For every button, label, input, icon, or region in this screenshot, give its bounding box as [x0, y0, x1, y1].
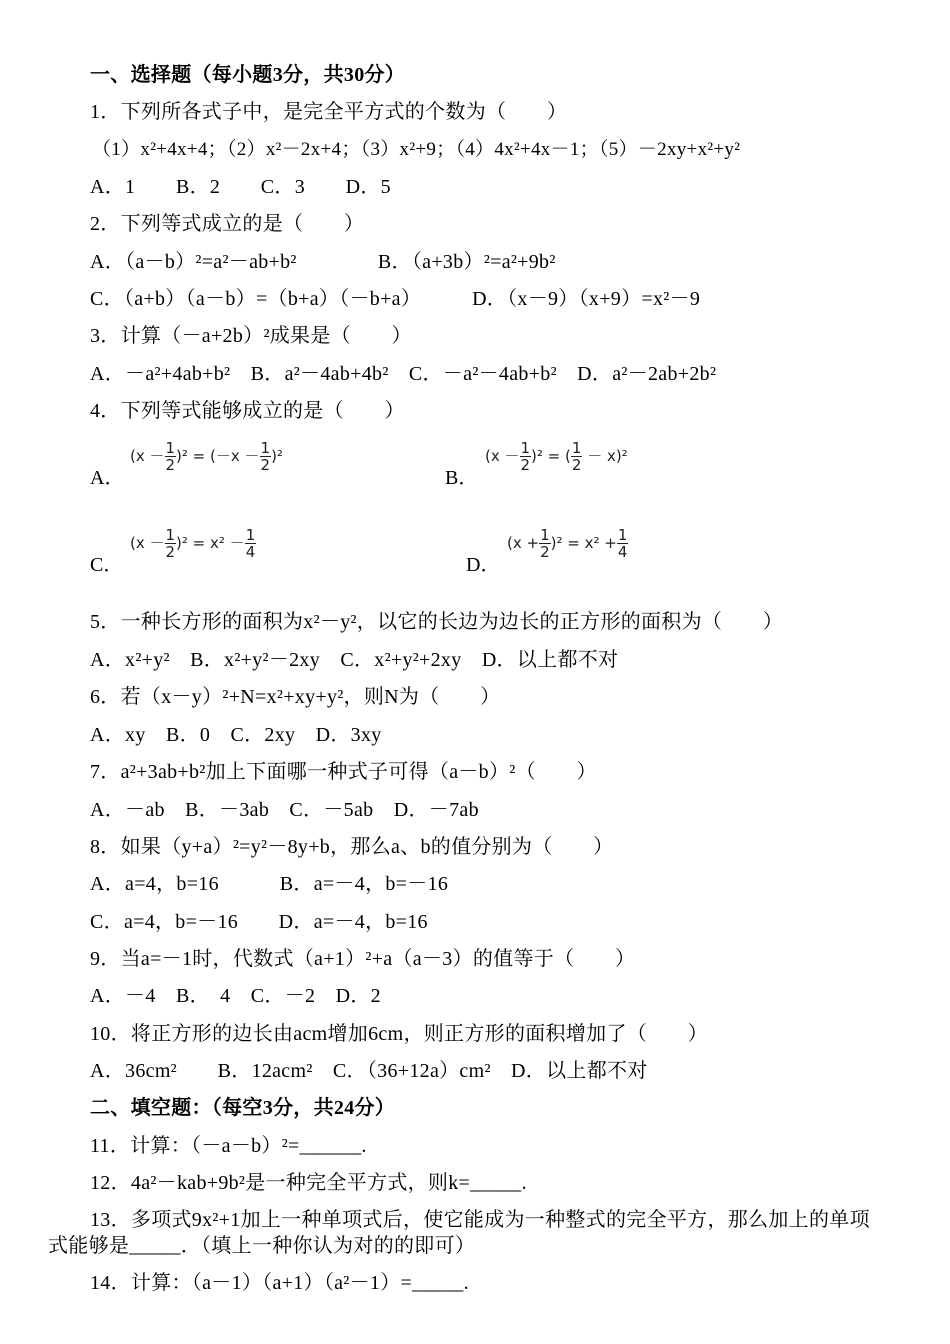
question-5: 5．一种长方形的面积为x²－y²，以它的长边为边长的正方形的面积为（ ） [90, 611, 784, 633]
question-8: 8．如果（y+a）²=y²－8y+b，那么a、b的值分别为（ ） [90, 836, 614, 858]
question-4-option-a-label: A． [90, 467, 125, 489]
question-4-option-b-label: B． [445, 467, 479, 489]
question-4: 4．下列等式能够成立的是（ ） [90, 400, 405, 422]
question-4-option-c-formula: (x － $\frac{1}{2}$ )² = x² － $\frac{1}{4}$ [130, 526, 256, 561]
question-4-option-b-formula: (x － $\frac{1}{2}$ )² = ( $\frac{1}{2}$ － x)² [485, 439, 628, 474]
question-12: 12．4a²－kab+9b²是一种完全平方式，则k=_____. [90, 1172, 527, 1194]
question-8-options-cd: C．a=4，b=－16 D．a=－4，b=16 [90, 911, 428, 933]
question-4-option-d-formula: (x + $\frac{1}{2}$ )² = x² + $\frac{1}{4}$ [507, 526, 628, 561]
section-1-title: 一、选择题（每小题3分，共30分） [90, 64, 406, 86]
question-7-options: A．－ab B．－3ab C．－5ab D．－7ab [90, 799, 479, 821]
question-2-options-ab: A．（a－b）²=a²－ab+b² B．（a+3b）²=a²+9b² [90, 251, 556, 273]
question-6: 6．若（x－y）²+N=x²+xy+y²，则N为（ ） [90, 686, 501, 708]
section-2-title: 二、填空题：（每空3分，共24分） [90, 1097, 396, 1119]
question-2: 2．下列等式成立的是（ ） [90, 213, 365, 235]
question-14: 14．计算：（a－1）（a+1）（a²－1）=_____. [90, 1272, 469, 1294]
question-9: 9．当a=－1时，代数式（a+1）²+a（a－3）的值等于（ ） [90, 948, 636, 970]
question-2-options-cd: C．（a+b）（a－b）=（b+a）（－b+a） D．（x－9）（x+9）=x²－9 [90, 288, 701, 310]
question-7: 7．a²+3ab+b²加上下面哪一种式子可得（a－b）²（ ） [90, 761, 597, 783]
question-1-options: A．1 B．2 C．3 D．5 [90, 176, 391, 198]
question-8-options-ab: A．a=4，b=16 B．a=－4，b=－16 [90, 873, 449, 895]
question-1: 1．下列所各式子中，是完全平方式的个数为（ ） [90, 101, 568, 123]
question-3-options: A．－a²+4ab+b² B．a²－4ab+4b² C．－a²－4ab+b² D．a²－2ab+2b² [90, 363, 717, 385]
question-10: 10．将正方形的边长由acm增加6cm，则正方形的面积增加了（ ） [90, 1023, 708, 1045]
question-9-options: A．－4 B． 4 C．－2 D．2 [90, 985, 381, 1007]
question-3: 3．计算（－a+2b）²成果是（ ） [90, 325, 412, 347]
question-10-options: A．36cm² B．12acm² C．（36+12a）cm² D．以上都不对 [90, 1060, 648, 1082]
question-4-option-d-label: D． [466, 554, 501, 576]
question-6-options: A．xy B．0 C．2xy D．3xy [90, 724, 382, 746]
question-13: 13．多项式9x²+1加上一种单项式后，使它能成为一种整式的完全平方，那么加上的单项式能够是_____．（填上一种你认为对的的即可） [48, 1209, 870, 1257]
question-11: 11．计算：（－a－b）²=______. [90, 1135, 367, 1157]
question-1-items: （1）x²+4x+4；（2）x²－2x+4；（3）x²+9；（4）4x²+4x－1；（5）－2xy+x²+y² [92, 139, 741, 160]
question-4-option-a-formula: (x － $\frac{1}{2}$ )² = (－x － $\frac{1}{2}$ )² [130, 439, 283, 474]
question-5-options: A．x²+y² B．x²+y²－2xy C．x²+y²+2xy D．以上都不对 [90, 649, 619, 671]
question-4-option-c-label: C． [90, 554, 124, 576]
